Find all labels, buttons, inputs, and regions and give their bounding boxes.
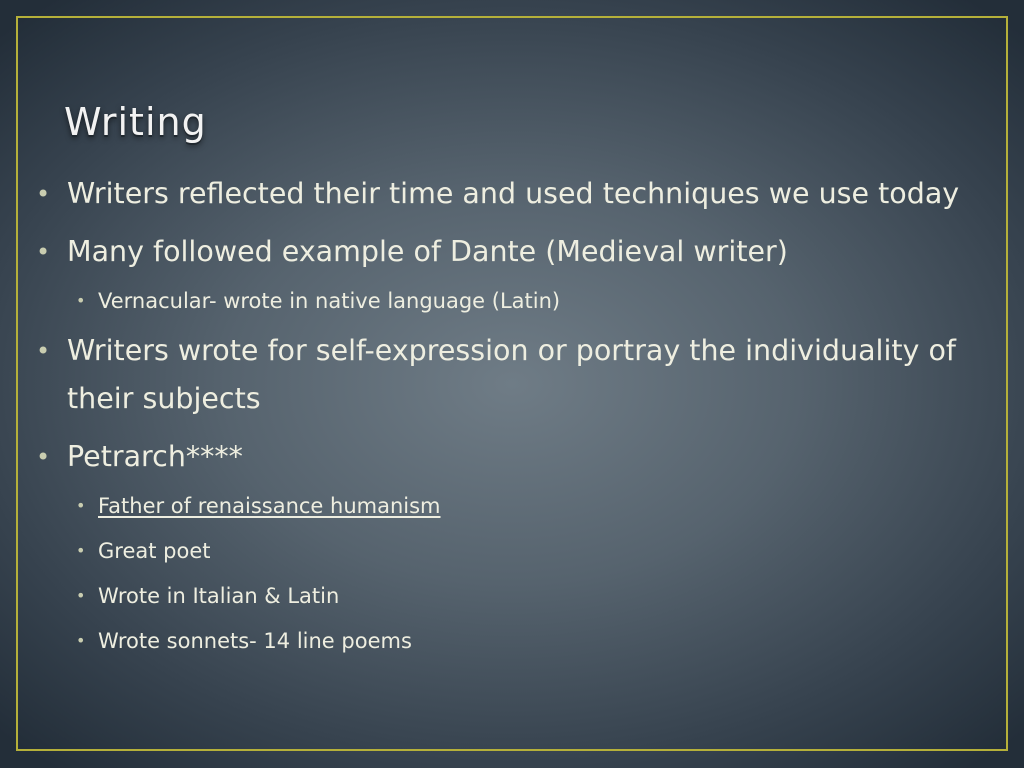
bullet-text: Many followed example of Dante (Medieval writer) bbox=[67, 235, 788, 268]
bullet-item bbox=[36, 327, 976, 423]
bullet-item bbox=[36, 170, 976, 218]
bullet-item bbox=[36, 433, 976, 481]
bullet-marker: • bbox=[36, 238, 51, 266]
bullet-text: Petrarch**** bbox=[67, 440, 243, 473]
sub-bullet-text: Vernacular- wrote in native language (Latin) bbox=[98, 289, 561, 313]
bullet-text: Writers reflected their time and used techniques we use today bbox=[67, 177, 960, 210]
sub-bullet-link-text[interactable]: Father of renaissance humanism bbox=[98, 494, 441, 518]
bullet-text: Writers wrote for self-expression or portray the individuality of their subjects bbox=[67, 334, 956, 415]
bullet-marker: • bbox=[76, 541, 86, 560]
sub-bullet-text: Wrote in Italian & Latin bbox=[98, 584, 340, 608]
sub-bullet-item bbox=[36, 536, 976, 566]
sub-bullet-item bbox=[36, 581, 976, 611]
sub-bullet-item bbox=[36, 286, 976, 316]
sub-bullet-item bbox=[36, 491, 976, 521]
bullet-marker: • bbox=[76, 496, 86, 515]
sub-bullet-text: Wrote sonnets- 14 line poems bbox=[98, 629, 412, 653]
bullet-list bbox=[36, 170, 976, 671]
slide-title: Writing bbox=[64, 100, 207, 144]
sub-bullet-item bbox=[36, 626, 976, 656]
sub-bullet-text: Great poet bbox=[98, 539, 211, 563]
bullet-marker: • bbox=[76, 631, 86, 650]
bullet-marker: • bbox=[76, 586, 86, 605]
bullet-marker: • bbox=[36, 337, 51, 365]
bullet-marker: • bbox=[36, 443, 51, 471]
bullet-item bbox=[36, 228, 976, 276]
bullet-marker: • bbox=[36, 180, 51, 208]
bullet-marker: • bbox=[76, 291, 86, 310]
